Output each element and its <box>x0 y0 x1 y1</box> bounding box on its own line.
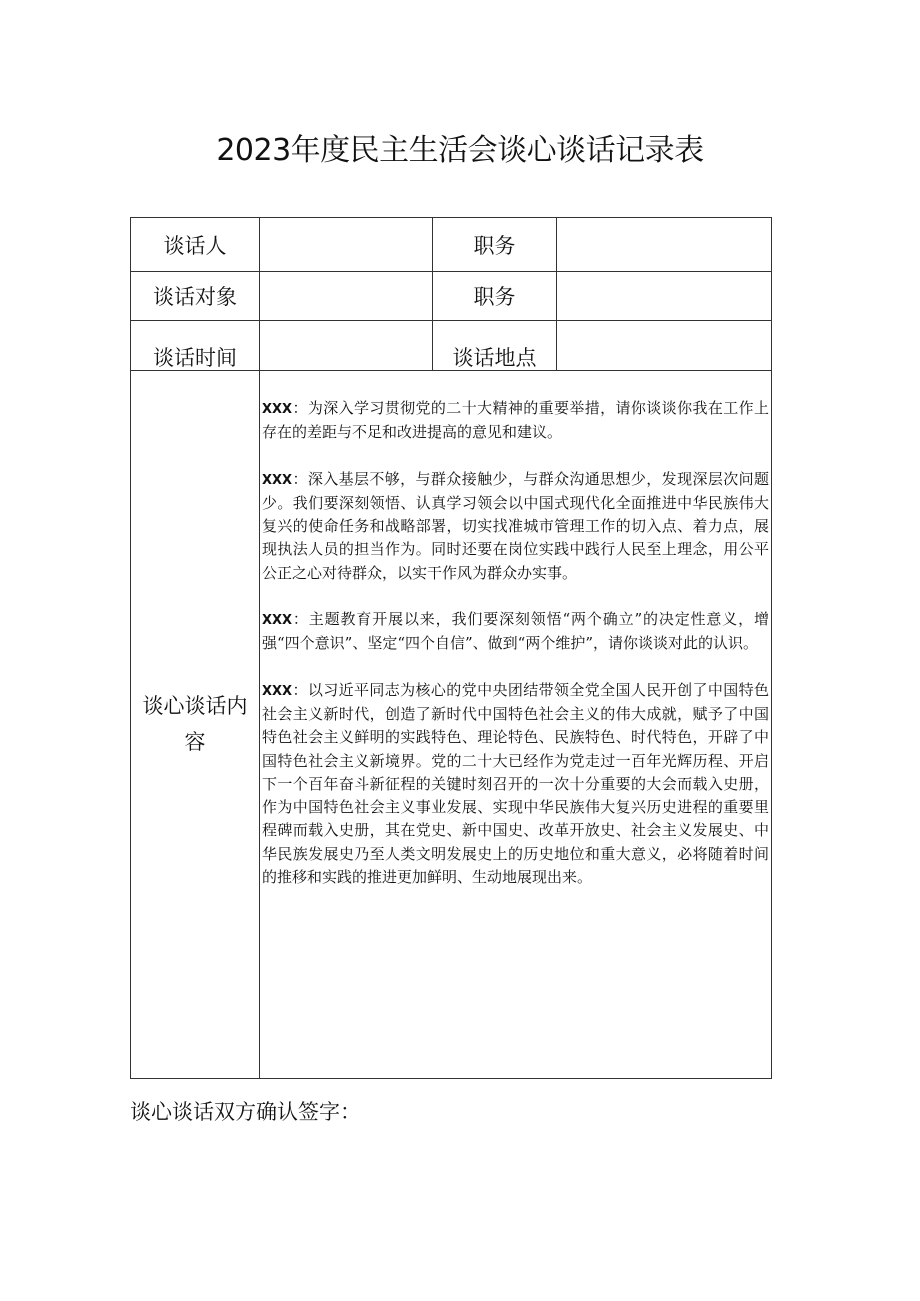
content-label: 谈心谈话内容 <box>131 371 260 1079</box>
separator: ： <box>292 680 308 699</box>
signature-label: 谈心谈话双方确认签字： <box>130 1100 361 1124</box>
speaker-name: XXX <box>262 683 293 699</box>
speaker-name: XXX <box>262 402 293 417</box>
conversation-paragraph <box>262 608 769 656</box>
page-title: 2023年度民主生活会谈心谈话记录表 <box>216 133 704 168</box>
conversation-paragraph <box>262 397 769 445</box>
separator: ： <box>292 610 309 629</box>
speaker-position-value[interactable] <box>557 218 772 272</box>
paragraph-text: 以习近平同志为核心的党中央团结带领全党全国人民开创了中国特色社会主义新时代，创造了新时代中国特色社会主义的伟大成就，赋予了中国特色社会主义鲜明的实践特色、理论特色、民族特色、时代特色，开辟了中国特色社会主义新境界。党的二十大已经作为党走过一百年光辉历程、开启下一个百年奋斗新征程的关键时刻召开的一次十分重要的大会而载入史册，作为中国特色社会主义事业发展、实现中华民族伟大复兴历史进程的重要里程碑而载入史册，其在党史、新中国史、改革开放史、社会主义发展史、中华民族发展史乃至人类文明发展史上的历史地位和重大意义，必将随着时间的推移和实践的推进更加鲜明、生动地展现出来。 <box>262 680 769 887</box>
conversation-paragraph <box>262 468 769 585</box>
paragraph-text: 为深入学习贯彻党的二十大精神的重要举措，请你谈谈你我在工作上存在的差距与不足和改进提高的意见和建议。 <box>262 399 769 442</box>
table-row <box>131 321 772 371</box>
time-label: 谈话时间 <box>131 321 260 371</box>
interviewee-position-label: 职务 <box>433 272 557 321</box>
separator: ： <box>292 399 308 417</box>
time-value[interactable] <box>260 321 433 371</box>
table-row <box>131 371 772 1079</box>
interviewee-position-value[interactable] <box>557 272 772 321</box>
record-table <box>130 217 772 1079</box>
interviewee-label: 谈话对象 <box>131 272 260 321</box>
speaker-value[interactable] <box>260 218 433 272</box>
speaker-label: 谈话人 <box>131 218 260 272</box>
separator: ： <box>292 469 308 488</box>
location-value[interactable] <box>557 321 772 371</box>
location-label: 谈话地点 <box>433 321 557 371</box>
speaker-name: XXX <box>262 613 293 629</box>
conversation-content <box>260 371 772 1079</box>
paragraph-text: 深入基层不够，与群众接触少，与群众沟通思想少，发现深层次问题少。我们要深刻领悟、认真学习领会以中国式现代化全面推进中华民族伟大复兴的使命任务和战略部署，切实找准城市管理工作的切入点、着力点，展现执法人员的担当作为。同时还要在岗位实践中践行人民至上理念，用公平公正之心对待群众，以实干作风为群众办实事。 <box>262 469 769 582</box>
speaker-name: XXX <box>262 472 293 488</box>
table-row <box>131 272 772 321</box>
interviewee-value[interactable] <box>260 272 433 321</box>
speaker-position-label: 职务 <box>433 218 557 272</box>
paragraph-text: 主题教育开展以来，我们要深刻领悟“两个确立”的决定性意义，增强“四个意识”、坚定“四个自信”、做到“两个维护”，请你谈谈对此的认识。 <box>262 610 769 653</box>
conversation-paragraph <box>262 679 769 890</box>
table-row <box>131 218 772 272</box>
